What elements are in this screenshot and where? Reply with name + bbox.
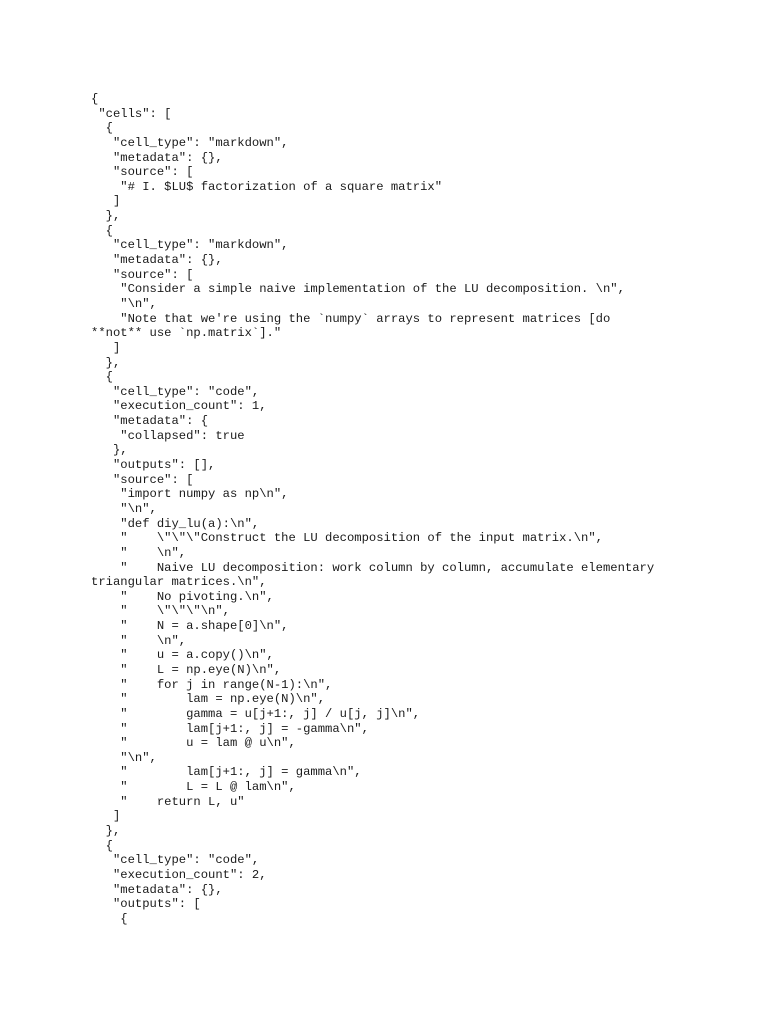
code-line: "source": [ — [91, 472, 194, 487]
code-line: " \"\"\"\n", — [91, 604, 230, 619]
code-line: " lam = np.eye(N)\n", — [91, 692, 326, 707]
code-line: "metadata": {}, — [91, 253, 223, 268]
code-line: triangular matrices.\n", — [91, 575, 267, 590]
code-line: "outputs": [ — [91, 897, 201, 912]
code-line: "cells": [ — [91, 106, 172, 121]
code-line: " for j in range(N-1):\n", — [91, 677, 333, 692]
notebook-json-source — [91, 92, 751, 927]
code-line: **not** use `np.matrix`]." — [91, 326, 282, 341]
code-line: "# I. $LU$ factorization of a square matrix" — [91, 179, 443, 194]
code-line: { — [91, 92, 99, 106]
code-line: " u = lam @ u\n", — [91, 736, 296, 751]
code-line: "\n", — [91, 296, 157, 311]
code-line: "metadata": { — [91, 414, 209, 429]
code-line: { — [91, 370, 113, 385]
code-line: "Note that we're using the `numpy` arrays to represent matrices [do — [91, 311, 611, 326]
code-line: "cell_type": "markdown", — [91, 238, 289, 253]
code-line: " lam[j+1:, j] = -gamma\n", — [91, 721, 369, 736]
code-line: }, — [91, 355, 121, 370]
code-line: " Naive LU decomposition: work column by column, accumulate elementary — [91, 560, 655, 575]
code-line: " return L, u" — [91, 794, 245, 809]
code-line: " No pivoting.\n", — [91, 589, 274, 604]
code-line: "metadata": {}, — [91, 882, 223, 897]
code-line: }, — [91, 209, 121, 224]
code-line: " \n", — [91, 545, 187, 560]
code-line: " gamma = u[j+1:, j] / u[j, j]\n", — [91, 706, 421, 721]
code-line: " \"\"\"Construct the LU decomposition of the input matrix.\n", — [91, 531, 603, 546]
code-line: { — [91, 223, 113, 238]
code-line: " u = a.copy()\n", — [91, 648, 274, 663]
code-line: "metadata": {}, — [91, 150, 223, 165]
code-line: "outputs": [], — [91, 458, 216, 473]
code-line: "execution_count": 1, — [91, 399, 267, 414]
code-line: }, — [91, 443, 128, 458]
code-line: " lam[j+1:, j] = gamma\n", — [91, 765, 362, 780]
code-line: " L = L @ lam\n", — [91, 780, 296, 795]
code-line: "cell_type": "code", — [91, 853, 260, 868]
code-line: "execution_count": 2, — [91, 867, 267, 882]
code-line: " N = a.shape[0]\n", — [91, 619, 289, 634]
code-line: ] — [91, 194, 121, 209]
code-line: " \n", — [91, 633, 187, 648]
code-line: }, — [91, 824, 121, 839]
code-line: " L = np.eye(N)\n", — [91, 662, 282, 677]
code-line: "source": [ — [91, 267, 194, 282]
code-line: "def diy_lu(a):\n", — [91, 516, 260, 531]
code-line: "cell_type": "markdown", — [91, 135, 289, 150]
code-line: { — [91, 911, 128, 926]
code-line: ] — [91, 340, 121, 355]
code-line: "Consider a simple naive implementation of the LU decomposition. \n", — [91, 282, 625, 297]
code-line: "cell_type": "code", — [91, 384, 260, 399]
code-line: { — [91, 121, 113, 136]
code-line: "\n", — [91, 501, 157, 516]
code-line: "source": [ — [91, 165, 194, 180]
code-line: ] — [91, 809, 121, 824]
code-line: "\n", — [91, 750, 157, 765]
code-line: "import numpy as np\n", — [91, 487, 289, 502]
code-line: "collapsed": true — [91, 428, 245, 443]
code-line: { — [91, 838, 113, 853]
